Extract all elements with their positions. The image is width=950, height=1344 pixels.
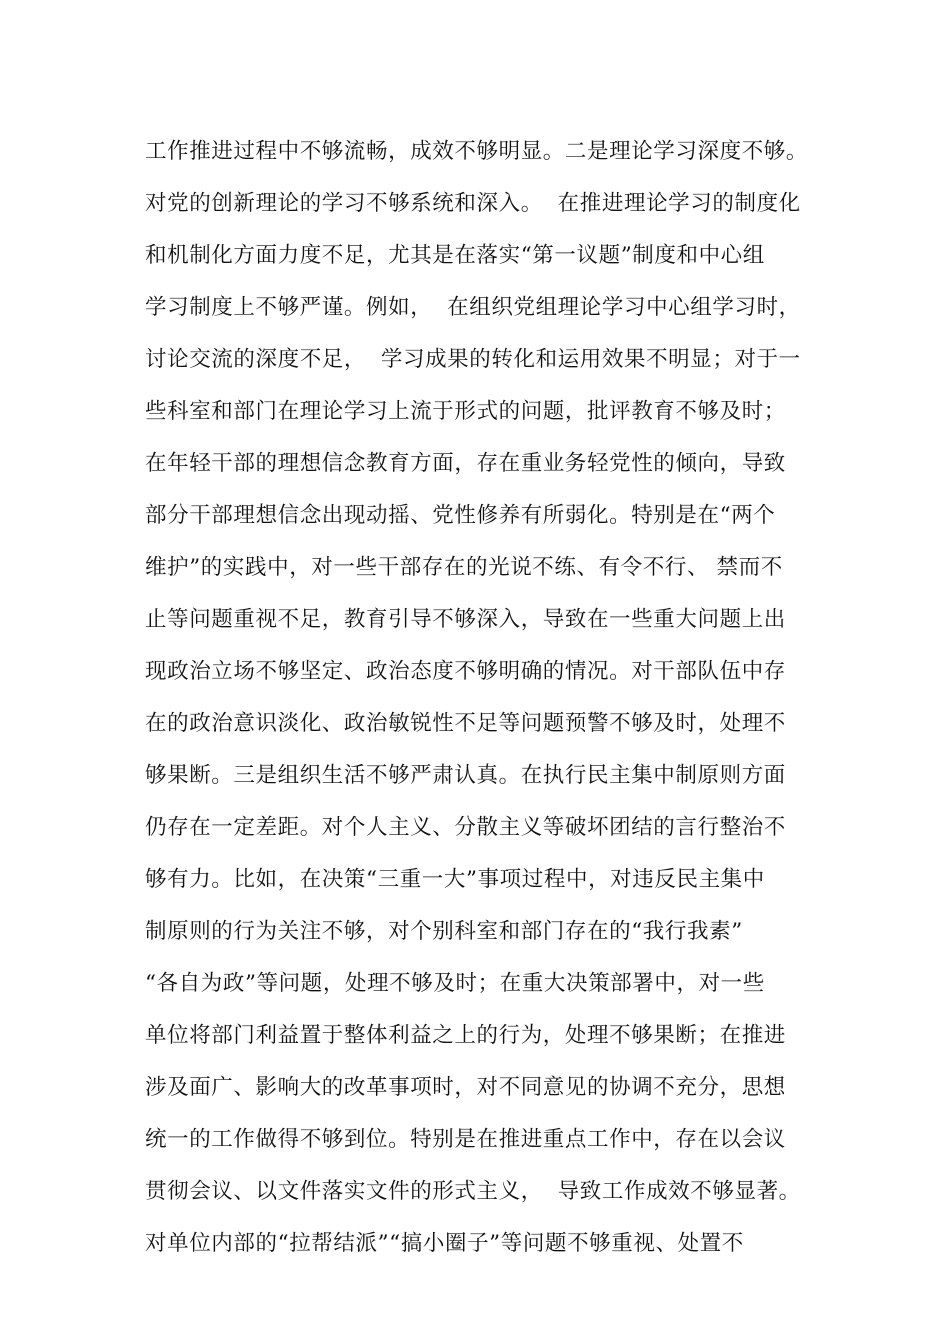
text-line: 讨论交流的深度不足， 学习成果的转化和运用效果不明显；对于一 — [145, 347, 801, 372]
text-line: 工作推进过程中不够流畅，成效不够明显。二是理论学习深度不够。 — [145, 139, 809, 164]
text-line: 对党的创新理论的学习不够系统和深入。 在推进理论学习的制度化 — [145, 191, 801, 216]
body-text — [145, 126, 835, 1270]
text-line: 在的政治意识淡化、政治敏锐性不足等问题预警不够及时，处理不 — [145, 711, 786, 736]
text-line: 够有力。比如，在决策“三重一大”事项过程中，对违反民主集中 — [145, 867, 765, 892]
text-line: 制原则的行为关注不够，对个别科室和部门存在的“我行我素” — [145, 919, 743, 944]
text-line: 对单位内部的“拉帮结派”“搞小圈子”等问题不够重视、处置不 — [145, 1231, 744, 1256]
text-line: 止等问题重视不足，教育引导不够深入，导致在一些重大问题上出 — [145, 607, 786, 632]
text-line: “各自为政”等问题，处理不够及时；在重大决策部署中，对一些 — [145, 971, 765, 996]
text-line: 些科室和部门在理论学习上流于形式的问题，批评教育不够及时； — [145, 399, 786, 424]
text-line: 够果断。三是组织生活不够严肃认真。在执行民主集中制原则方面 — [145, 763, 786, 788]
text-line: 涉及面广、影响大的改革事项时，对不同意见的协调不充分，思想 — [145, 1075, 786, 1100]
text-line: 维护”的实践中，对一些干部存在的光说不练、有令不行、 禁而不 — [145, 555, 783, 580]
text-line: 统一的工作做得不够到位。特别是在推进重点工作中，存在以会议 — [145, 1127, 786, 1152]
text-line: 和机制化方面力度不足，尤其是在落实“第一议题”制度和中心组 — [145, 243, 765, 268]
text-line: 部分干部理想信念出现动摇、党性修养有所弱化。特别是在“两个 — [145, 503, 776, 528]
text-line: 学习制度上不够严谨。例如， 在组织党组理论学习中心组学习时， — [145, 295, 801, 320]
text-line: 贯彻会议、以文件落实文件的形式主义， 导致工作成效不够显著。 — [145, 1179, 801, 1204]
text-line: 仍存在一定差距。对个人主义、分散主义等破坏团结的言行整治不 — [145, 815, 786, 840]
text-line: 在年轻干部的理想信念教育方面，存在重业务轻党性的倾向，导致 — [145, 451, 786, 476]
text-line: 现政治立场不够坚定、政治态度不够明确的情况。对干部队伍中存 — [145, 659, 786, 684]
text-line: 单位将部门利益置于整体利益之上的行为，处理不够果断；在推进 — [145, 1023, 786, 1048]
